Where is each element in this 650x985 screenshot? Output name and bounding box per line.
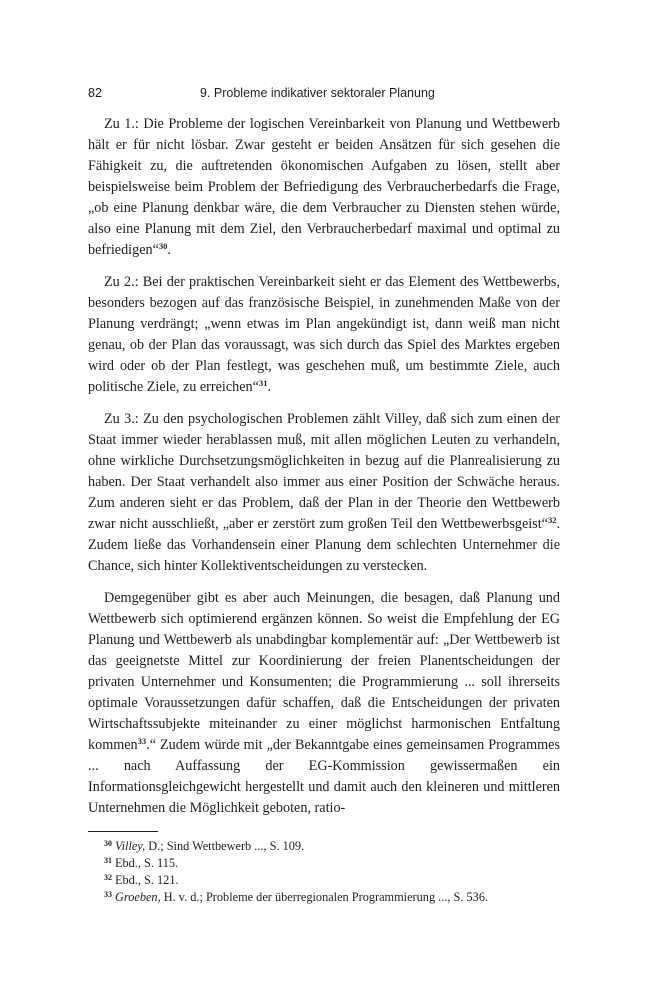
footnote-number: 32 bbox=[104, 873, 112, 882]
paragraph-4 bbox=[88, 588, 560, 819]
paragraph-text: Zu 2.: Bei der praktischen Vereinbarkeit sieht er das Element des Wettbewerbs, besonders bezogen auf das französische Beispiel, in zunehmenden Maße von der Planung verdrängt; „wenn etwas im Plan angekündigt ist, dann weiß man nicht genau, ob der Plan das voraussagt, was sich durch das Spiel des Marktes ergeben wird oder ob der Plan festlegt, was geschehen muß, um bestimmte Ziele, auch politische Ziele, zu erreichen“ bbox=[88, 274, 560, 395]
paragraph-tail: .“ Zudem würde mit „der Bekanntgabe eines gemeinsamen Programmes ... nach Auffassung der EG-Kommission gewissermaßen ein Informationsgleichgewicht hergestellt und damit auch den kleineren und mittleren Unternehmen die Möglichkeit geboten, ratio- bbox=[88, 737, 560, 816]
page-number: 82 bbox=[88, 86, 102, 100]
footnote-33 bbox=[88, 889, 560, 906]
footnote-31 bbox=[88, 855, 560, 872]
paragraph-text: Zu 1.: Die Probleme der logischen Vereinbarkeit von Planung und Wettbewerb hält er für nicht lösbar. Zwar gesteht er beiden Ansätzen für sich gesehen die Fähigkeit zu, die auftretenden ökonomischen Aufgaben zu lösen, stellt aber beispielsweise beim Problem der Befriedigung des Verbraucherbedarfs die Frage, „ob eine Planung denkbar wäre, die dem Verbraucher zu Diensten stehen würde, also eine Planung mit dem Ziel, den Verbraucherbedarf maximal und optimal zu befriedigen“ bbox=[88, 116, 560, 258]
footnote-number: 30 bbox=[104, 839, 112, 848]
paragraph-text: Demgegenüber gibt es aber auch Meinungen, die besagen, daß Planung und Wettbewerb sich optimierend ergänzen können. So weist die Empfehlung der EG Planung und Wettbewerb als unabdingbar komplementär auf: „Der Wettbewerb ist das geeignetste Mittel zur Koordinierung der freien Planentscheidungen der privaten Unternehmer und Konsumenten; die Programmierung ... soll ihrerseits optimale Voraussetzungen dafür schaffen, daß die Entscheidungen der privaten Wirtschaftssubjekte miteinander zu einer möglichst harmonischen Entfaltung kommen bbox=[88, 590, 560, 753]
footnote-ref[interactable]: 32 bbox=[547, 515, 557, 525]
footnote-text: D.; Sind Wettbewerb ..., S. 109. bbox=[145, 839, 305, 853]
footnote-text: Ebd., S. 115. bbox=[115, 856, 179, 870]
paragraph-tail: . bbox=[167, 242, 171, 258]
book-page bbox=[88, 86, 560, 906]
paragraph-3 bbox=[88, 409, 560, 577]
footnote-text: Ebd., S. 121. bbox=[115, 873, 179, 887]
paragraph-tail: . bbox=[267, 379, 271, 395]
footnote-ref[interactable]: 33 bbox=[137, 736, 147, 746]
footnote-text: H. v. d.; Probleme der überregionalen Programmierung ..., S. 536. bbox=[160, 890, 489, 904]
footnote-32 bbox=[88, 872, 560, 889]
paragraph-text: Zu 3.: Zu den psychologischen Problemen zählt Villey, daß sich zum einen der Staat immer wieder herablassen muß, mit allen möglichen Leuten zu verhandeln, ohne wirkliche Durchsetzungsmöglichkeiten in bezug auf die Planrealisierung zu haben. Der Staat verhandelt also immer aus einer Position der Schwäche heraus. Zum anderen sieht er das Problem, daß der Plan in der Theorie den Wettbewerb zwar nicht ausschließt, „aber er zerstört zum großen Teil den Wettbewerbsgeist“ bbox=[88, 411, 560, 532]
footnote-divider bbox=[88, 831, 158, 832]
running-title: 9. Probleme indikativer sektoraler Planung bbox=[200, 86, 435, 100]
footnote-30 bbox=[88, 838, 560, 855]
paragraph-2 bbox=[88, 272, 560, 398]
running-header bbox=[88, 86, 560, 100]
footnote-ref[interactable]: 30 bbox=[158, 241, 168, 251]
footnote-number: 33 bbox=[104, 890, 112, 899]
footnote-ref[interactable]: 31 bbox=[258, 378, 268, 388]
footnote-author: Groeben, bbox=[115, 890, 161, 904]
footnote-number: 31 bbox=[104, 856, 112, 865]
paragraph-1 bbox=[88, 114, 560, 261]
paragraph-tail: . Zudem ließe das Vorhandensein einer Planung dem schlechten Unternehmer die Chance, sich hinter Kollektiventscheidungen zu verstecken. bbox=[88, 516, 560, 574]
footnote-author: Villey, bbox=[115, 839, 146, 853]
